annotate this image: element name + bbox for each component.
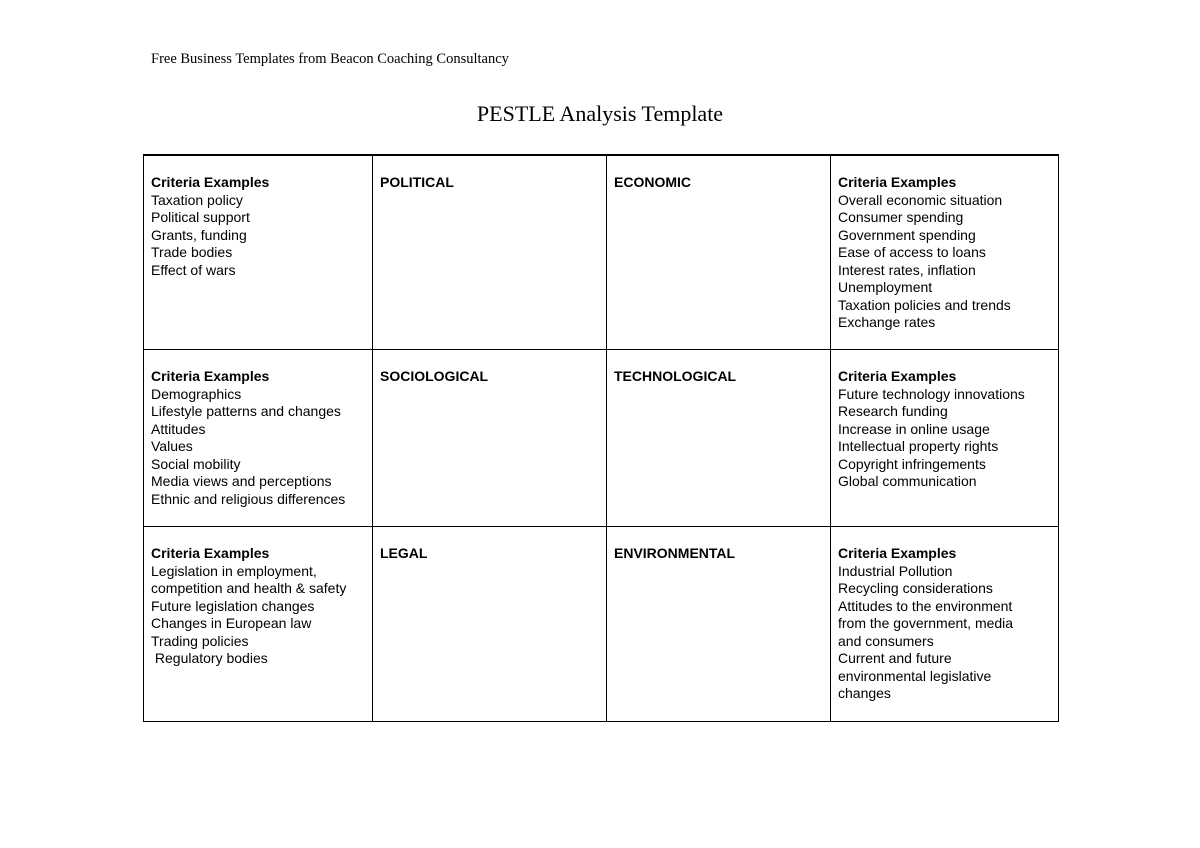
factor-label: ECONOMIC — [614, 174, 691, 190]
criteria-list — [151, 386, 366, 509]
criteria-item: Recycling considerations — [838, 580, 993, 596]
factor-label: POLITICAL — [380, 174, 454, 190]
table-row — [144, 155, 1059, 350]
criteria-cell-political — [144, 155, 373, 350]
criteria-heading: Criteria Examples — [838, 368, 957, 384]
criteria-item: Effect of wars — [151, 261, 236, 278]
pestle-table — [143, 154, 1059, 722]
criteria-item: and consumers — [838, 632, 934, 649]
factor-cell-legal — [373, 527, 607, 722]
criteria-item: Political support — [151, 209, 250, 225]
criteria-item: Attitudes to the environment — [838, 597, 1013, 614]
criteria-cell-legal — [144, 527, 373, 722]
criteria-list — [151, 563, 366, 668]
factor-label: LEGAL — [380, 545, 428, 561]
factor-cell-environmental — [607, 527, 831, 722]
header-note: Free Business Templates from Beacon Coaching Consultancy — [151, 51, 509, 67]
criteria-heading: Criteria Examples — [151, 545, 270, 561]
criteria-item: Social mobility — [151, 455, 241, 472]
criteria-item: Ethnic and religious differences — [151, 490, 346, 507]
criteria-item: Legislation in employment, — [151, 562, 317, 579]
criteria-item: Global communication — [838, 473, 977, 489]
table-row — [144, 527, 1059, 722]
page-title: PESTLE Analysis Template — [476, 101, 724, 126]
factor-label: TECHNOLOGICAL — [614, 368, 737, 384]
criteria-cell-sociological — [144, 350, 373, 527]
criteria-item: changes — [838, 685, 891, 701]
criteria-item: competition and health & safety — [151, 580, 347, 596]
criteria-item: Copyright infringements — [838, 455, 986, 472]
criteria-heading: Criteria Examples — [151, 368, 270, 384]
criteria-item: Grants, funding — [151, 226, 247, 243]
factor-cell-economic — [607, 155, 831, 350]
criteria-heading: Criteria Examples — [838, 545, 957, 561]
criteria-item: Ease of access to loans — [838, 244, 986, 260]
criteria-item: Future technology innovations — [838, 385, 1025, 402]
criteria-item: Industrial Pollution — [838, 562, 953, 579]
criteria-item: Lifestyle patterns and changes — [151, 403, 341, 419]
table-row — [144, 350, 1059, 527]
criteria-item: Government spending — [838, 226, 976, 243]
criteria-item: Attitudes — [151, 420, 206, 437]
criteria-item: Media views and perceptions — [151, 473, 332, 489]
factor-cell-technological — [607, 350, 831, 527]
criteria-item: Increase in online usage — [838, 420, 990, 437]
criteria-item: Exchange rates — [838, 314, 936, 330]
criteria-item: Values — [151, 438, 193, 454]
criteria-item: Future legislation changes — [151, 597, 315, 614]
criteria-cell-environmental — [831, 527, 1059, 722]
factor-label: ENVIRONMENTAL — [614, 545, 736, 561]
criteria-item: Trade bodies — [151, 244, 233, 260]
criteria-list — [151, 192, 366, 280]
criteria-cell-economic — [831, 155, 1059, 350]
criteria-item: environmental legislative — [838, 667, 992, 684]
criteria-item: Interest rates, inflation — [838, 261, 976, 278]
criteria-item: Consumer spending — [838, 209, 964, 225]
criteria-item: Taxation policies and trends — [838, 296, 1011, 313]
criteria-list — [838, 192, 1052, 332]
criteria-item: Demographics — [151, 385, 242, 402]
criteria-item: Research funding — [838, 403, 948, 419]
factor-cell-sociological — [373, 350, 607, 527]
criteria-item: Current and future — [838, 650, 952, 666]
criteria-item: Unemployment — [838, 279, 933, 295]
factor-cell-political — [373, 155, 607, 350]
criteria-heading: Criteria Examples — [838, 174, 957, 190]
factor-label: SOCIOLOGICAL — [380, 368, 489, 384]
criteria-item: Trading policies — [151, 632, 249, 649]
criteria-item: Taxation policy — [151, 191, 243, 208]
criteria-list — [838, 386, 1052, 491]
criteria-item: Regulatory bodies — [151, 650, 268, 666]
criteria-list — [838, 563, 1052, 703]
criteria-item: from the government, media — [838, 615, 1014, 631]
criteria-item: Intellectual property rights — [838, 438, 999, 454]
criteria-heading: Criteria Examples — [151, 174, 270, 190]
criteria-item: Changes in European law — [151, 615, 312, 631]
criteria-cell-technological — [831, 350, 1059, 527]
criteria-item: Overall economic situation — [838, 191, 1003, 208]
